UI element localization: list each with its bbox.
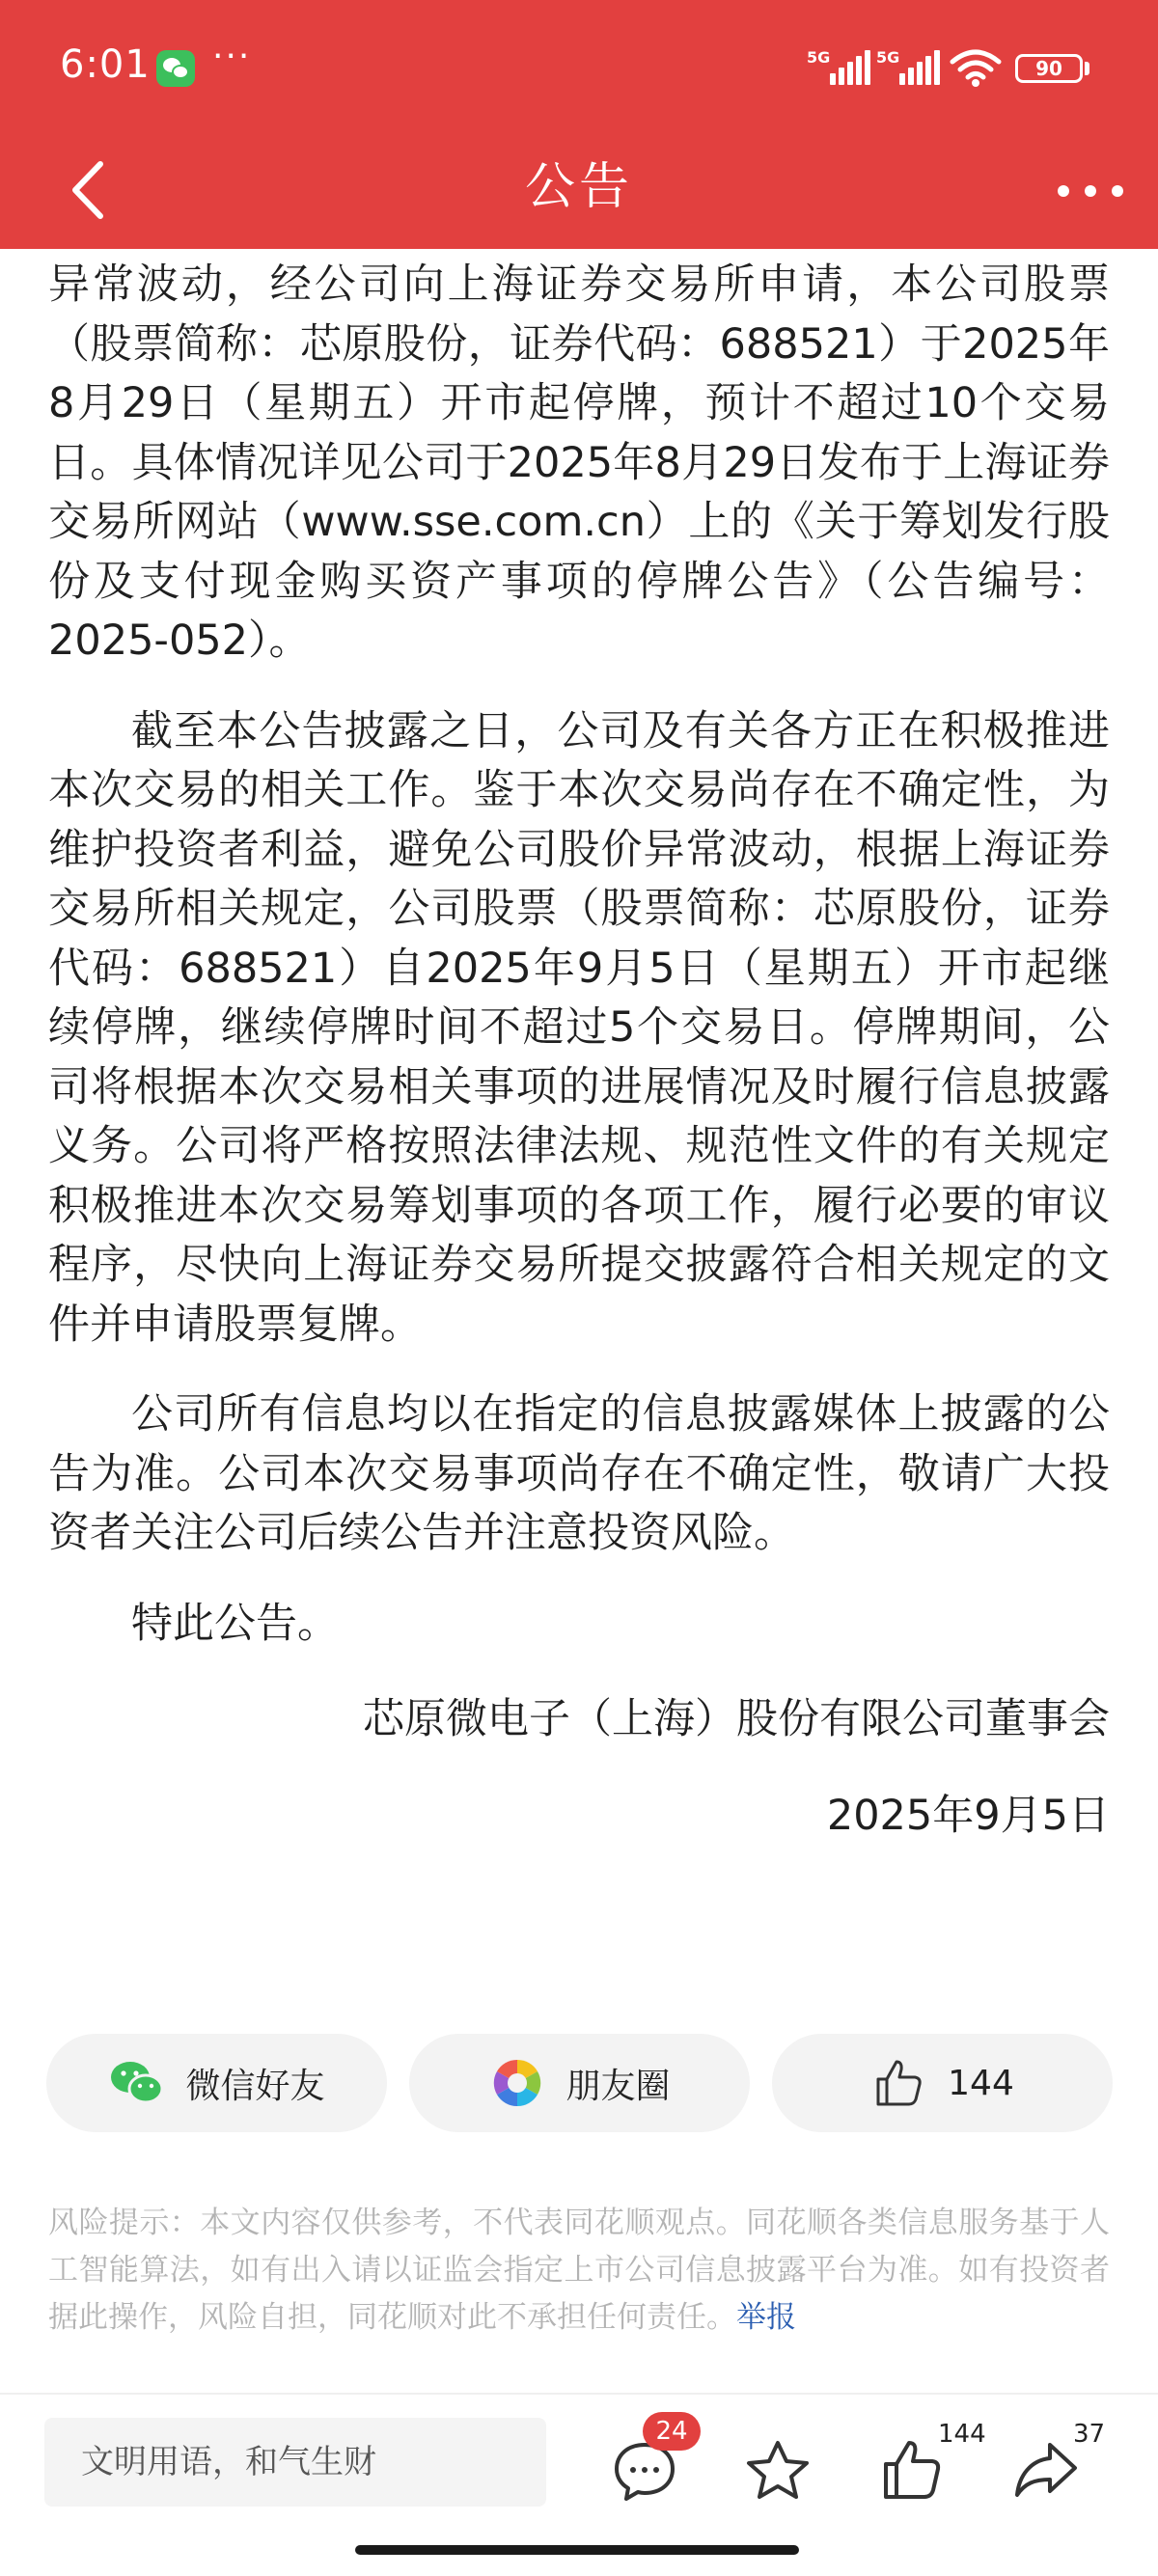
share-wechat-friend-button[interactable] [46, 2034, 387, 2132]
announcement-date: 2025年9月5日 [826, 1791, 1110, 1840]
share-moments-button[interactable] [409, 2034, 750, 2132]
wechat-notification-icon [156, 50, 195, 87]
announcement-body [48, 256, 1110, 1846]
page-title: 公告 [524, 158, 633, 216]
share-moments-label: 朋友圈 [565, 2066, 671, 2106]
paragraph-3: 公司所有信息均以在指定的信息披露媒体上披露的公告为准。公司本次交易事项尚存在不确定性，敬请广大投资者关注公司后续公告并注意投资风险。 [48, 1390, 1110, 1557]
paragraph-2: 截至本公告披露之日，公司及有关各方正在积极推进本次交易的相关工作。鉴于本次交易尚存在不确定性，为维护投资者利益，避免公司股价异常波动，根据上海证券交易所相关规定，公司股票（股票简称：芯原股份，证券代码：688521）自2025年9月5日（星期五）开市起继续停牌，继续停牌时间不超过5个交易日。停牌期间，公司将根据本次交易相关事项的进展情况及时履行信息披露义务。公司将严格按照法律法规、规范性文件的有关规定积极推进本次交易筹划事项的各项工作，履行必要的审议程序，尽快向上海证券交易所提交披露符合相关规定的文件并申请股票复牌。 [48, 706, 1110, 1349]
share-arrow-icon [1011, 2424, 1081, 2510]
star-icon [743, 2424, 813, 2510]
signal-5g-icon-2: 5G [876, 48, 944, 85]
more-dots-icon [1058, 185, 1069, 197]
like-button[interactable] [772, 2034, 1113, 2132]
battery-tip [1085, 62, 1089, 75]
report-link[interactable]: 举报 [736, 2300, 796, 2335]
more-options-button[interactable] [1052, 172, 1129, 210]
favorite-button[interactable] [743, 2424, 813, 2510]
wechat-icon [108, 2054, 166, 2112]
closing-remark: 特此公告。 [131, 1599, 339, 1648]
wifi-icon [950, 48, 1002, 87]
more-notifications-icon: ··· [212, 37, 252, 76]
share-count: 37 [1073, 2420, 1106, 2449]
signature: 芯原微电子（上海）股份有限公司董事会 [363, 1695, 1110, 1743]
home-indicator [355, 2545, 799, 2555]
share-wechat-label: 微信好友 [185, 2066, 325, 2106]
bottom-like-count: 144 [938, 2420, 986, 2449]
status-time: 6:01 [60, 42, 151, 87]
risk-text: 风险提示：本文内容仅供参考，不代表同花顺观点。同花顺各类信息服务基于人工智能算法，如有出入请以证监会指定上市公司信息披露平台为准。如有投资者据此操作，风险自担，同花顺对此不承担任何责任。 [48, 2206, 1110, 2335]
risk-disclaimer [48, 2200, 1110, 2342]
app-header [0, 0, 1158, 249]
status-bar [0, 0, 1158, 137]
comment-count-badge: 24 [643, 2412, 701, 2451]
thumbs-up-icon [870, 2054, 928, 2112]
signal-5g-icon-1: 5G [807, 48, 874, 85]
bottom-divider [0, 2393, 1158, 2395]
moments-icon [488, 2054, 546, 2112]
like-count: 144 [948, 2063, 1014, 2103]
share-row [46, 2034, 1113, 2132]
comment-input[interactable]: 文明用语，和气生财 [44, 2418, 546, 2507]
battery-icon: 90 [1015, 54, 1083, 83]
paragraph-1: 异常波动，经公司向上海证券交易所申请，本公司股票（股票简称：芯原股份，证券代码：688521）于2025年8月29日（星期五）开市起停牌，预计不超过10个交易日。具体情况详见公司于2025年8月29日发布于上海证券交易所网站（www.sse.com.cn）上的《关于筹划发行股份及支付现金购买资产事项的停牌公告》（公告编号：2025-052）。 [48, 260, 1110, 665]
share-button[interactable] [1011, 2424, 1081, 2510]
nav-bar [0, 137, 1158, 249]
